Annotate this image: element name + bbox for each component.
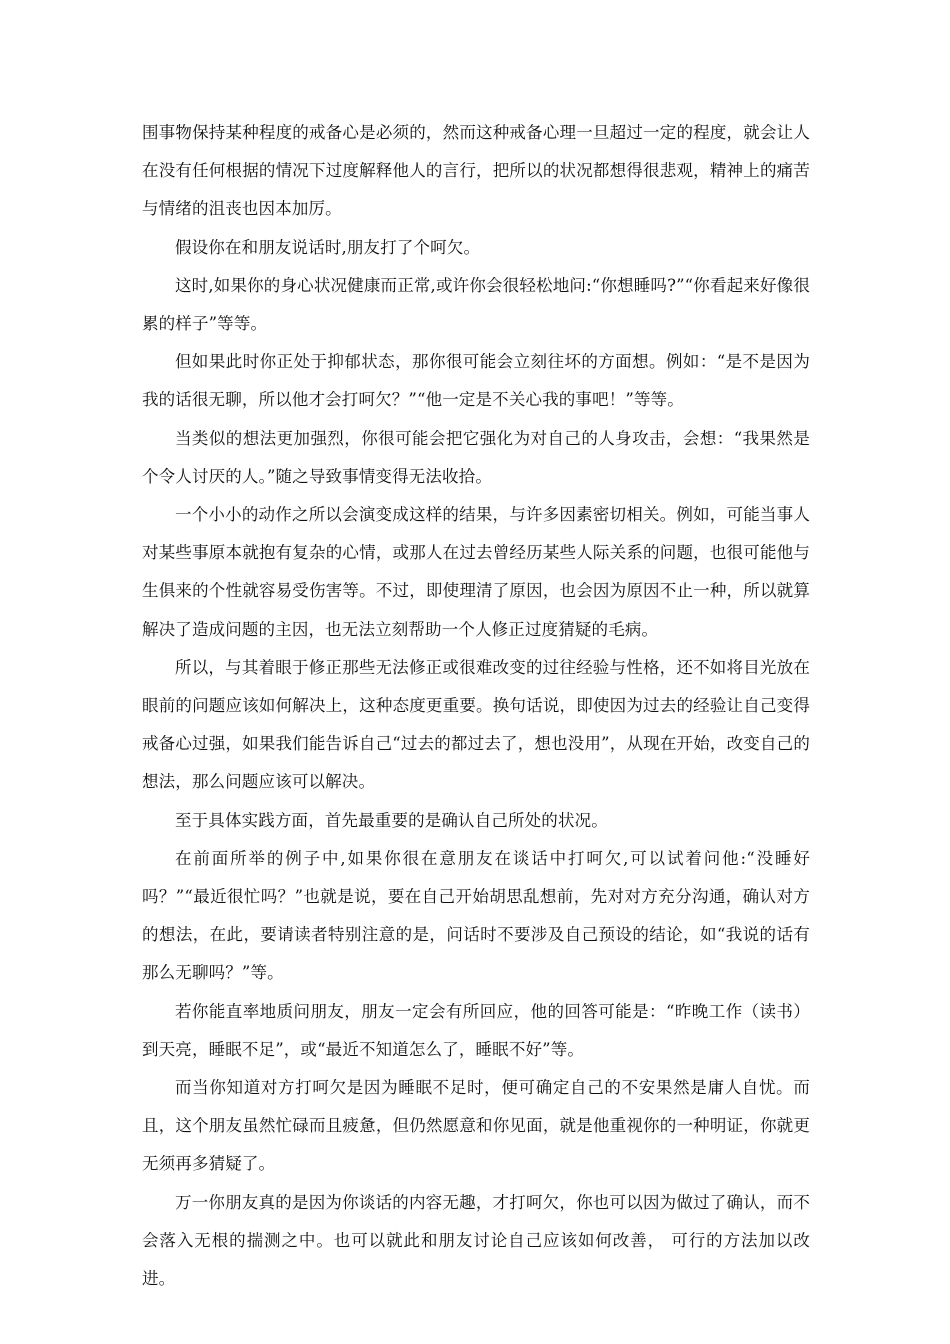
paragraph-1: 围事物保持某种程度的戒备心是必须的，然而这种戒备心理一旦超过一定的程度，就会让人在没有任何根据的情况下过度解释他人的言行，把所以的状况都想得很悲观，精神上的痛苦与情绪的沮丧也因本加厉。: [142, 123, 810, 219]
paragraph-4: 但如果此时你正处于抑郁状态，那你很可能会立刻往坏的方面想。例如：“是不是因为我的话很无聊，所以他才会打呵欠？”“他一定是不关心我的事吧！”等等。: [142, 352, 810, 410]
paragraph-7: 所以，与其着眼于修正那些无法修正或很难改变的过往经验与性格，还不如将目光放在眼前的问题应该如何解决上，这种态度更重要。换句话说，即使因为过去的经验让自己变得戒备心过强，如果我们能告诉自己“过去的都过去了，想也没用”，从现在开始，改变自己的想法，那么问题应该可以解决。: [142, 657, 810, 792]
paragraph-9: 在前面所举的例子中,如果你很在意朋友在谈话中打呵欠,可以试着问他:“没睡好吗？”“最近很忙吗？”也就是说，要在自己开始胡思乱想前，先对对方充分沟通，确认对方的想法，在此，要请读者特别注意的是，问话时不要涉及自己预设的结论，如“我说的话有那么无聊吗？”等。: [142, 848, 810, 983]
paragraph-6: 一个小小的动作之所以会演变成这样的结果，与许多因素密切相关。例如，可能当事人对某些事原本就抱有复杂的心情，或那人在过去曾经历某些人际关系的问题，也很可能他与生俱来的个性就容易受伤害等。不过，即使理清了原因，也会因为原因不止一种，所以就算解决了造成问题的主因，也无法立刻帮助一个人修正过度猜疑的毛病。: [142, 505, 810, 639]
paragraph-3: 这时,如果你的身心状况健康而正常,或许你会很轻松地问:“你想睡吗?”“你看起来好像很累的样子”等等。: [142, 275, 810, 334]
paragraph-8: 至于具体实践方面，首先最重要的是确认自己所处的状况。: [175, 810, 608, 830]
paragraph-12: 万一你朋友真的是因为你谈话的内容无趣，才打呵欠，你也可以因为做过了确认，而不会落入无根的揣测之中。也可以就此和朋友讨论自己应该如何改善， 可行的方法加以改进。: [142, 1192, 810, 1289]
paragraph-10: 若你能直率地质问朋友，朋友一定会有所回应，他的回答可能是：“昨晚工作（读书）到天亮，睡眠不足”，或“最近不知道怎么了，睡眠不好”等。: [142, 1001, 810, 1059]
paragraph-2: 假设你在和朋友说话时,朋友打了个呵欠。: [175, 237, 481, 257]
document-body: [142, 114, 810, 1298]
paragraph-5: 当类似的想法更加强烈，你很可能会把它强化为对自己的人身攻击，会想：“我果然是个令人讨厌的人。”随之导致事情变得无法收拾。: [142, 428, 810, 486]
paragraph-11: 而当你知道对方打呵欠是因为睡眠不足时，便可确定自己的不安果然是庸人自忧。而且，这个朋友虽然忙碌而且疲惫，但仍然愿意和你见面，就是他重视你的一种明证，你就更无须再多猜疑了。: [142, 1078, 810, 1174]
